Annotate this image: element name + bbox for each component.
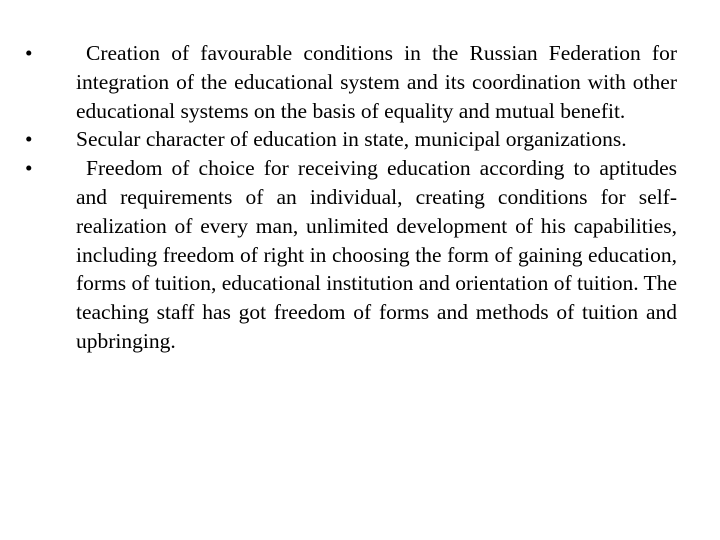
bullet-item-secular [25, 125, 677, 154]
bullet-point-icon: • [25, 127, 33, 152]
bullet-text-integration: Creation of favourable conditions in the Russian Federation for integration of the educational system and its coordination with other educational systems on the basis of equality and mutual benefit. [76, 41, 677, 123]
bullet-item-integration [25, 39, 677, 125]
bullet-item-freedom [25, 154, 677, 356]
bullet-point-icon: • [25, 156, 33, 181]
bullet-text-secular: Secular character of education in state, municipal organizations. [76, 127, 627, 152]
bullet-text-freedom: Freedom of choice for receiving education according to aptitudes and requirements of an individual, creating conditions for self-realization of every man, unlimited development of his capabilities, including freedom of right in choosing the form of gaining education, forms of tuition, educational institution and orientation of tuition. The teaching staff has got freedom of forms and methods of tuition and upbringing. [76, 156, 677, 353]
bullet-list [25, 39, 677, 356]
bullet-point-icon: • [25, 41, 33, 65]
